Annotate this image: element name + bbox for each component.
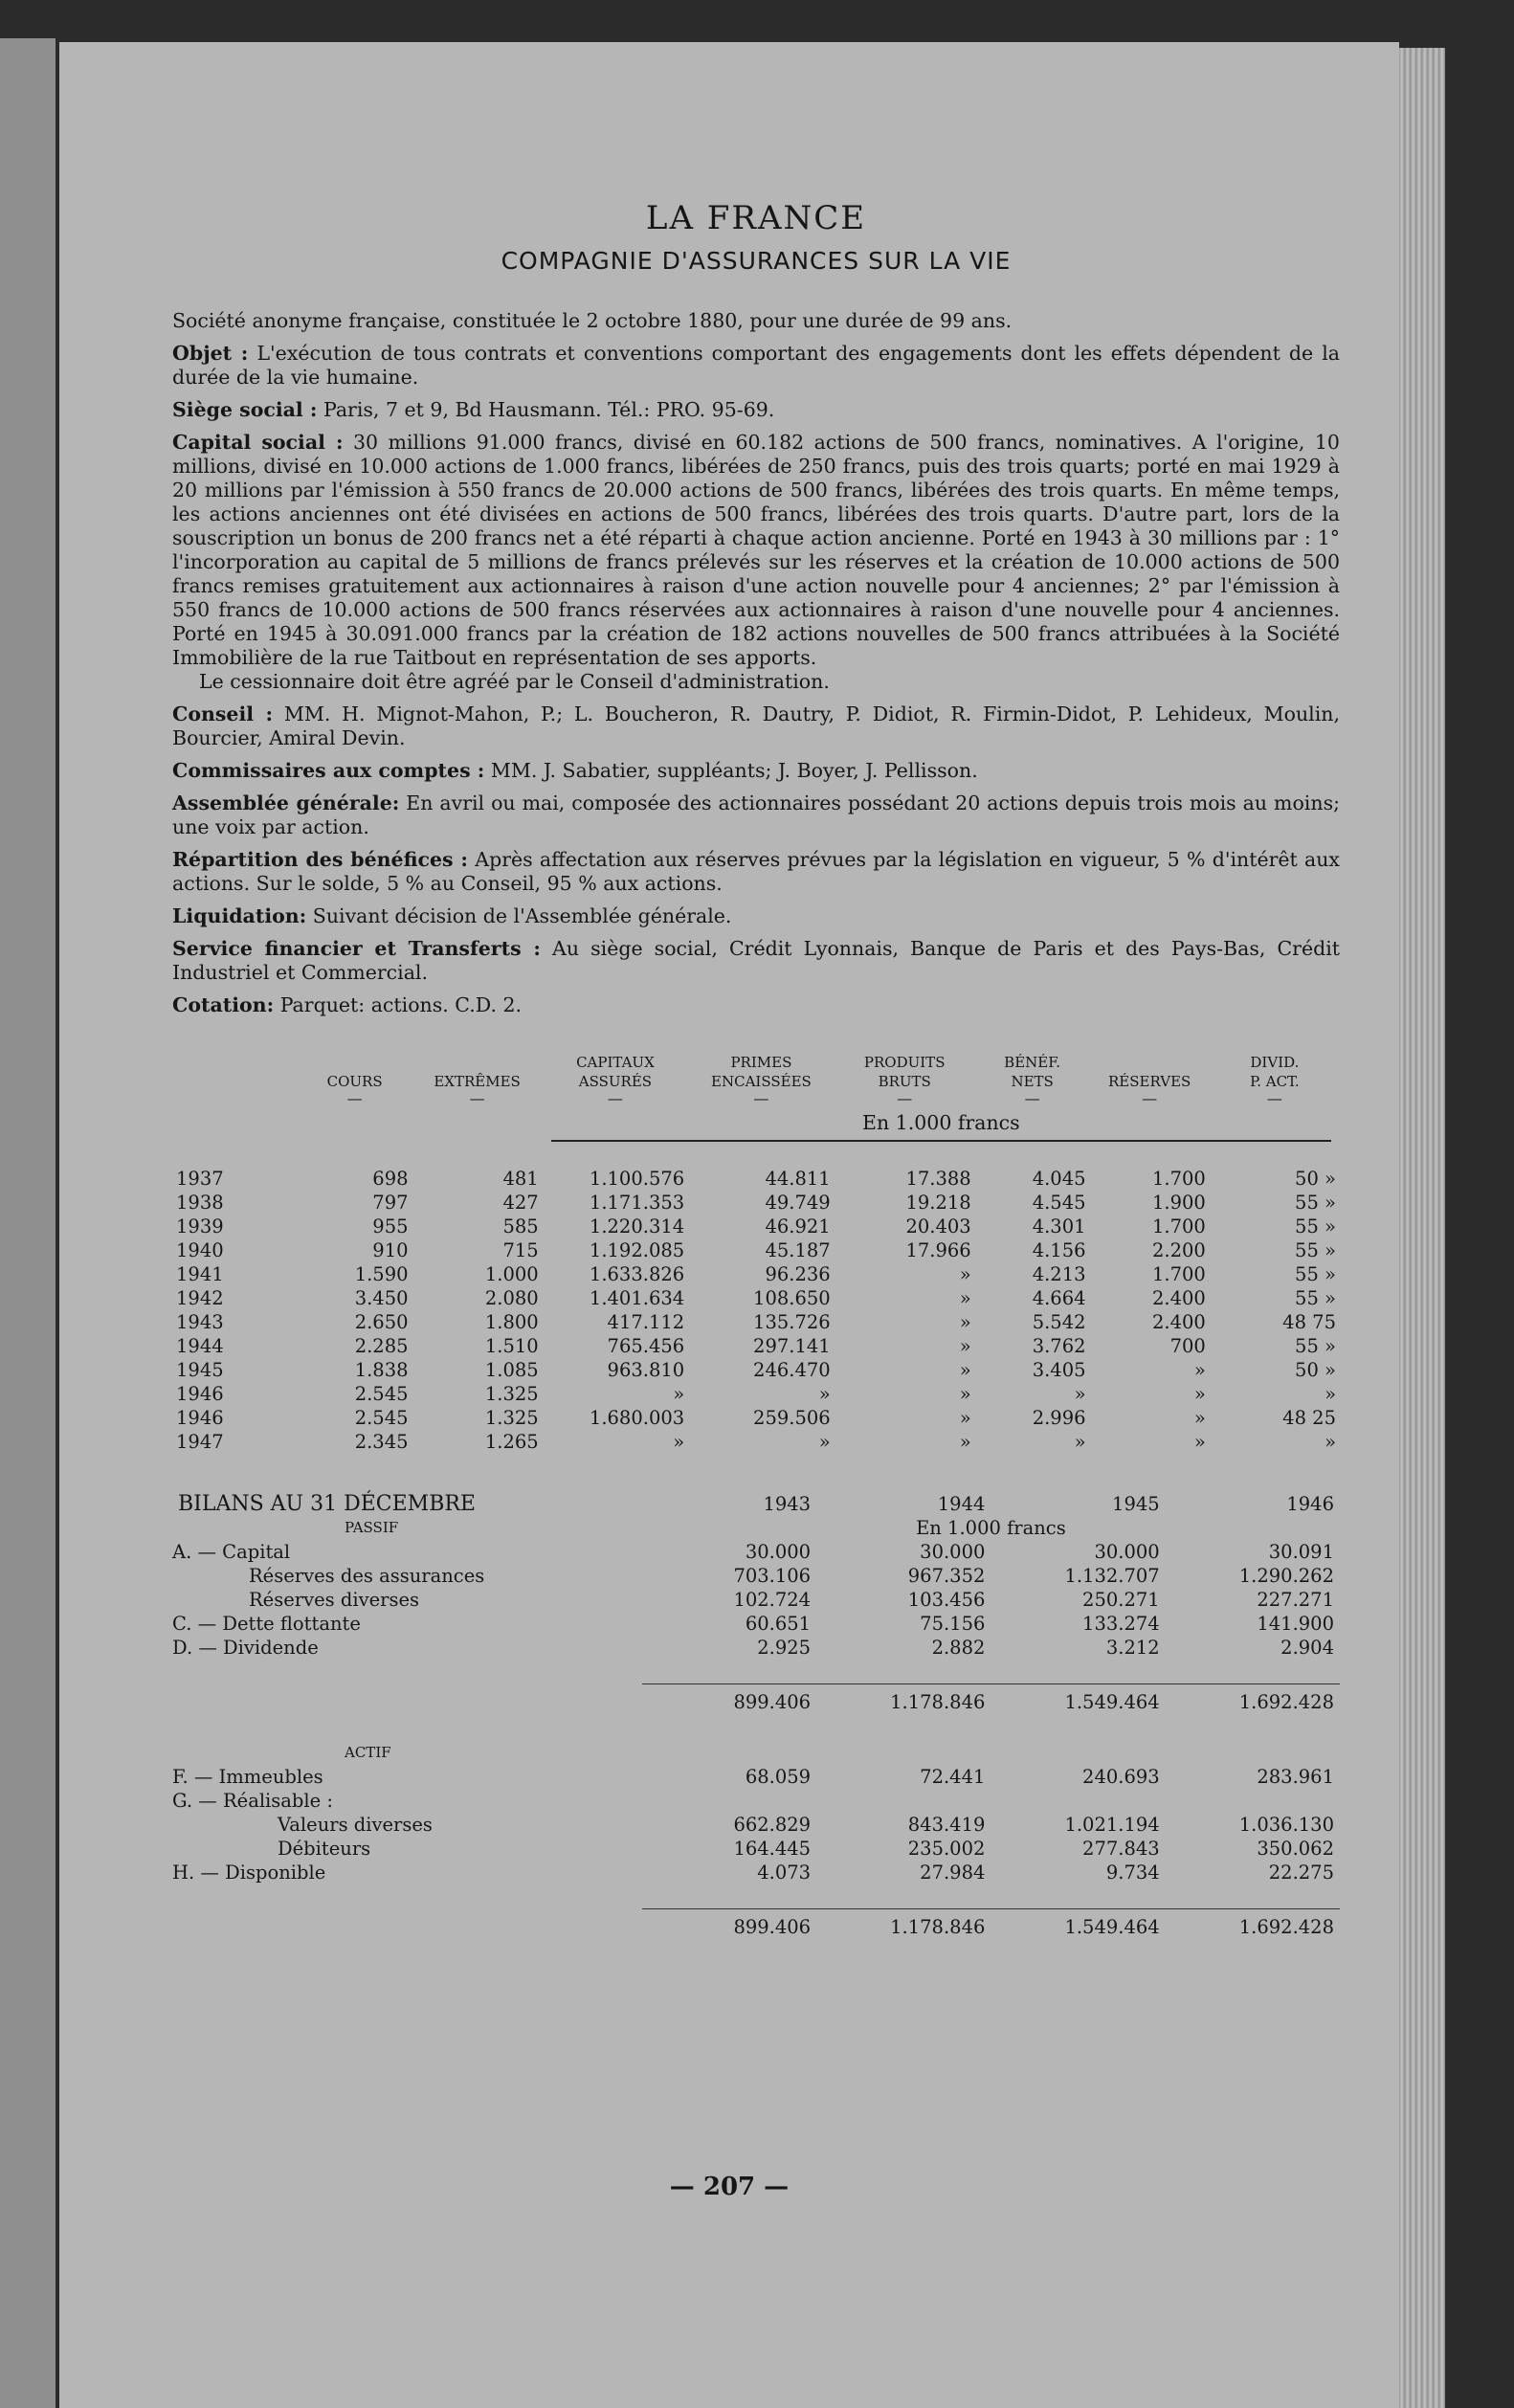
bilan-value: 1.132.707 [1064, 1565, 1160, 1587]
value-cell: » [959, 1287, 971, 1309]
value-cell: 259.506 [753, 1407, 831, 1429]
bilan-row [172, 1612, 1340, 1636]
col-primes: PRIMES ENCAISSÉES — [711, 1054, 812, 1107]
para-text: 30 millions 91.000 francs, divisé en 60.182 actions de 500 francs, nominatives. A l'origine, 10 millions, divisé en 10.000 actions de 1.000 francs, libérées de 250 francs, puis des trois quarts; porté en mai 1929 à 20 millions par l'émission à 550 francs de 20.000 actions de 500 francs, libérées des trois quarts. En même temps, les actions anciennes ont été divisées en actions de 500 francs, libérées des trois quarts. D'autre part, lors de la souscription un bonus de 200 francs net a été réparti à chaque action ancienne. Porté en 1943 à 30 millions par : 1° l'incorporation au capital de 5 millions de francs prélevés sur les réserves et la création de 10.000 actions de 500 francs remises gratuitement aux actionnaires à raison d'une action nouvelle pour 4 anciennes; 2° par l'émission à 550 francs de 10.000 actions de 500 francs réservées aux actionnaires à raison d'une nouvelle pour 4 anciennes. Porté en 1945 à 30.091.000 francs par la création de 182 actions nouvelles de 500 francs attribuées à la Société Immobilière de la rue Taitbout en représentation de ses apports. [172, 431, 1340, 669]
book-page [59, 42, 1399, 2408]
value-cell: 2.545 [354, 1407, 409, 1429]
value-cell: 2.345 [354, 1431, 409, 1453]
value-cell: 765.456 [607, 1335, 685, 1357]
value-cell: 3.762 [1032, 1335, 1086, 1357]
info-paragraph [172, 670, 1340, 694]
bilan-total-row [172, 1909, 1340, 1940]
bilan-value: 30.000 [1094, 1541, 1160, 1563]
value-cell: 1.700 [1151, 1168, 1206, 1190]
value-cell: 17.388 [905, 1168, 971, 1190]
bilan-row-label: Réserves diverses [249, 1589, 420, 1611]
value-cell: 2.650 [354, 1311, 409, 1333]
value-cell: 2.285 [354, 1335, 409, 1357]
value-cell: 4.301 [1032, 1215, 1086, 1237]
cours-row [172, 1262, 1340, 1286]
company-subtitle: COMPAGNIE D'ASSURANCES SUR LA VIE [501, 247, 1012, 275]
cours-row [172, 1334, 1340, 1358]
left-page-edge [0, 38, 56, 2408]
year-cell: 1943 [176, 1311, 224, 1333]
info-paragraph [172, 848, 1340, 896]
value-cell: 3.405 [1032, 1359, 1086, 1381]
value-cell: 55 » [1295, 1263, 1336, 1285]
bilan-value: 283.961 [1257, 1766, 1334, 1788]
value-cell: » [959, 1383, 971, 1405]
cours-row [172, 1215, 1340, 1238]
value-cell: 1.510 [484, 1335, 539, 1357]
value-cell: 4.545 [1032, 1192, 1086, 1214]
value-cell: » [959, 1263, 971, 1285]
cours-row [172, 1382, 1340, 1406]
bilan-value [816, 1789, 991, 1813]
value-cell: » [673, 1431, 685, 1453]
value-cell: 698 [372, 1168, 409, 1190]
bilan-unit: En 1.000 francs [916, 1517, 1066, 1539]
value-cell: » [1074, 1383, 1086, 1405]
year-cell: 1942 [176, 1287, 224, 1309]
value-cell: 955 [372, 1215, 409, 1237]
bilan-unit-row [172, 1516, 1340, 1540]
value-cell: » [1193, 1359, 1206, 1381]
info-paragraph [172, 702, 1340, 750]
value-cell: 4.045 [1032, 1168, 1086, 1190]
bilan-row [172, 1540, 1340, 1564]
info-paragraph [172, 342, 1340, 390]
value-cell: 45.187 [765, 1239, 831, 1261]
value-cell: 1.171.353 [589, 1192, 685, 1214]
value-cell: 55 » [1295, 1239, 1336, 1261]
info-paragraph [172, 937, 1340, 985]
value-cell: 1.000 [484, 1263, 539, 1285]
bilan-value: 133.274 [1082, 1613, 1160, 1635]
para-text: Paris, 7 et 9, Bd Hausmann. Tél.: PRO. 95-69. [323, 398, 775, 421]
value-cell: 4.213 [1032, 1263, 1086, 1285]
value-cell: 1.085 [484, 1359, 539, 1381]
bilan-value: 72.441 [920, 1766, 986, 1788]
bilan-row-label: Débiteurs [278, 1838, 371, 1860]
bilan-value: 102.724 [733, 1589, 812, 1611]
value-cell: 55 » [1295, 1215, 1336, 1237]
para-text: MM. H. Mignot-Mahon, P.; L. Boucheron, R. Dautry, P. Didiot, R. Firmin-Didot, P. Lehideux, Moulin, Bourcier, Amiral Devin. [172, 702, 1340, 749]
value-cell: 797 [372, 1192, 409, 1214]
value-cell: 44.811 [765, 1168, 831, 1190]
value-cell: 1.325 [484, 1383, 539, 1405]
bilan-value: 227.271 [1257, 1589, 1334, 1611]
value-cell: 1.325 [484, 1407, 539, 1429]
para-label: Liquidation: [172, 904, 307, 927]
bilan-value: 703.106 [733, 1565, 812, 1587]
bilan-value: 103.456 [907, 1589, 986, 1611]
bilan-total-row [172, 1684, 1340, 1715]
value-cell: 17.966 [905, 1239, 971, 1261]
value-cell: » [1193, 1383, 1206, 1405]
actif-label: ACTIF [345, 1744, 391, 1761]
value-cell: » [673, 1383, 685, 1405]
bilan-row-label: C. — Dette flottante [172, 1613, 361, 1635]
bilan-total: 1.692.428 [1166, 1684, 1340, 1715]
bilan-row [172, 1861, 1340, 1884]
value-cell: 1.900 [1151, 1192, 1206, 1214]
value-cell: 4.156 [1032, 1239, 1086, 1261]
bilan-row-label: Réserves des assurances [249, 1565, 485, 1587]
bilan-value: 277.843 [1082, 1838, 1160, 1860]
para-label: Siège social : [172, 398, 318, 421]
bilan-row-label: F. — Immeubles [172, 1766, 323, 1788]
value-cell: 1.680.003 [589, 1407, 685, 1429]
bilan-value: 967.352 [907, 1565, 986, 1587]
value-cell: 48 25 [1282, 1407, 1336, 1429]
value-cell: 1.800 [484, 1311, 539, 1333]
actif-label-row [172, 1741, 1340, 1765]
value-cell: 2.996 [1032, 1407, 1086, 1429]
col-dividende: DIVID. P. ACT. — [1250, 1054, 1300, 1107]
value-cell: 1.700 [1151, 1215, 1206, 1237]
value-cell: 715 [502, 1239, 539, 1261]
value-cell: 19.218 [905, 1192, 971, 1214]
year-cell: 1941 [176, 1263, 224, 1285]
cours-row [172, 1406, 1340, 1430]
bilan-value: 27.984 [920, 1862, 986, 1884]
para-label: Commissaires aux comptes : [172, 759, 485, 782]
value-cell: 427 [502, 1192, 539, 1214]
para-text: MM. J. Sabatier, suppléants; J. Boyer, J. Pellisson. [490, 759, 978, 782]
bilan-value: 141.900 [1257, 1613, 1334, 1635]
bilan-value: 75.156 [920, 1613, 986, 1635]
para-text: En avril ou mai, composée des actionnaires possédant 20 actions depuis trois mois au moins; une voix par action. [172, 792, 1340, 838]
info-paragraph [172, 431, 1340, 670]
value-cell: 2.400 [1151, 1287, 1206, 1309]
cours-table [172, 1052, 1340, 1454]
bilan-year: 1945 [1112, 1493, 1160, 1515]
info-paragraph [172, 993, 1340, 1017]
para-text: Au siège social, Crédit Lyonnais, Banque de Paris et des Pays-Bas, Crédit Industriel et Commercial. [172, 937, 1340, 984]
bilan-row [172, 1837, 1340, 1861]
para-label: Capital social : [172, 431, 344, 454]
value-cell: 55 » [1295, 1287, 1336, 1309]
value-cell: » [1325, 1431, 1336, 1453]
value-cell: 2.400 [1151, 1311, 1206, 1333]
bilan-row [172, 1588, 1340, 1612]
value-cell: » [959, 1335, 971, 1357]
bilan-total: 1.549.464 [991, 1684, 1165, 1715]
bilan-value: 9.734 [1105, 1862, 1160, 1884]
year-cell: 1937 [176, 1168, 224, 1190]
info-paragraph [172, 904, 1340, 928]
cours-row [172, 1238, 1340, 1262]
value-cell: 1.633.826 [589, 1263, 685, 1285]
bilan-table [172, 1492, 1340, 1939]
info-paragraph [172, 792, 1340, 839]
bilan-value: 164.445 [733, 1838, 812, 1860]
para-text: Après affectation aux réserves prévues par la législation en vigueur, 5 % d'intérêt aux actions. Sur le solde, 5 % au Conseil, 95 % aux actions. [172, 848, 1340, 895]
year-cell: 1947 [176, 1431, 224, 1453]
bilan-total: 1.178.846 [816, 1909, 991, 1940]
company-title: LA FRANCE [645, 199, 867, 237]
cours-row [172, 1167, 1340, 1191]
value-cell: 417.112 [607, 1311, 685, 1333]
bilan-row-label: G. — Réalisable : [172, 1790, 333, 1812]
value-cell: » [818, 1431, 831, 1453]
value-cell: 1.220.314 [589, 1215, 685, 1237]
value-cell: 55 » [1295, 1192, 1336, 1214]
value-cell: » [1193, 1407, 1206, 1429]
value-cell: 48 75 [1282, 1311, 1336, 1333]
value-cell: 4.664 [1032, 1287, 1086, 1309]
bilan-value: 2.904 [1280, 1637, 1334, 1659]
cours-row [172, 1430, 1340, 1454]
value-cell: 1.265 [484, 1431, 539, 1453]
value-cell: 700 [1169, 1335, 1206, 1357]
bilan-value [1166, 1789, 1340, 1813]
value-cell: » [959, 1431, 971, 1453]
year-cell: 1946 [176, 1407, 224, 1429]
bilan-header-row [172, 1492, 1340, 1516]
bilan-value: 2.925 [757, 1637, 812, 1659]
para-label: Cotation: [172, 993, 275, 1016]
bilan-value: 1.021.194 [1064, 1814, 1160, 1836]
value-cell: 1.838 [354, 1359, 409, 1381]
value-cell: 481 [502, 1168, 539, 1190]
para-text: Suivant décision de l'Assemblée générale. [312, 904, 732, 927]
cours-row [172, 1310, 1340, 1334]
year-cell: 1944 [176, 1335, 224, 1357]
unit-row [172, 1107, 1340, 1143]
value-cell: 910 [372, 1239, 409, 1261]
value-cell: » [1193, 1431, 1206, 1453]
bilan-year: 1944 [937, 1493, 986, 1515]
bilan-row [172, 1636, 1340, 1660]
bilan-value: 30.091 [1268, 1541, 1334, 1563]
year-cell: 1939 [176, 1215, 224, 1237]
bilan-row-label: A. — Capital [172, 1541, 291, 1563]
bilan-value [642, 1789, 816, 1813]
bilan-value: 22.275 [1268, 1862, 1334, 1884]
value-cell: » [1074, 1431, 1086, 1453]
bilan-value: 4.073 [757, 1862, 812, 1884]
col-produits: PRODUITS BRUTS — [863, 1054, 946, 1107]
cours-row [172, 1358, 1340, 1382]
value-cell: 963.810 [607, 1359, 685, 1381]
year-cell: 1940 [176, 1239, 224, 1261]
bilan-row [172, 1765, 1340, 1789]
col-benefices: BÉNÉF. NETS — [1004, 1054, 1061, 1107]
info-paragraph [172, 309, 1340, 333]
value-cell: 1.401.634 [589, 1287, 685, 1309]
para-label: Assemblée générale: [172, 792, 400, 814]
col-reserves: RÉSERVES — [1108, 1073, 1191, 1107]
bilan-value: 30.000 [920, 1541, 986, 1563]
value-cell: 108.650 [753, 1287, 831, 1309]
para-text: Le cessionnaire doit être agréé par le Conseil d'administration. [199, 670, 830, 693]
year-cell: 1946 [176, 1383, 224, 1405]
bilan-title: BILANS AU 31 DÉCEMBRE [178, 1492, 476, 1516]
bilan-value: 1.036.130 [1238, 1814, 1334, 1836]
value-cell: 49.749 [765, 1192, 831, 1214]
para-label: Répartition des bénéfices : [172, 848, 469, 871]
passif-label: PASSIF [345, 1519, 399, 1536]
value-cell: 55 » [1295, 1335, 1336, 1357]
value-cell: 135.726 [753, 1311, 831, 1333]
value-cell: » [1325, 1383, 1336, 1405]
value-cell: 1.192.085 [589, 1239, 685, 1261]
bilan-value: 350.062 [1257, 1838, 1334, 1860]
bilan-value: 662.829 [733, 1814, 812, 1836]
page-content [172, 157, 1340, 1939]
cours-body [172, 1143, 1340, 1454]
bilan-value: 250.271 [1082, 1589, 1160, 1611]
value-cell: 50 » [1295, 1168, 1336, 1190]
col-extremes: EXTRÊMES — [434, 1073, 521, 1107]
para-text: Société anonyme française, constituée le 2 octobre 1880, pour une durée de 99 ans. [172, 309, 1013, 332]
value-cell: 246.470 [753, 1359, 831, 1381]
value-cell: 2.200 [1151, 1239, 1206, 1261]
company-info [172, 309, 1340, 1017]
value-cell: 50 » [1295, 1359, 1336, 1381]
bilan-row-label: Valeurs diverses [278, 1814, 433, 1836]
bilan-row-label: H. — Disponible [172, 1862, 326, 1884]
para-label: Service financier et Transferts : [172, 937, 541, 960]
page-number: — 207 — [669, 2173, 790, 2201]
bilan-total: 1.692.428 [1166, 1909, 1340, 1940]
year-cell: 1938 [176, 1192, 224, 1214]
bilan-value: 2.882 [931, 1637, 986, 1659]
bilan-row-label: D. — Dividende [172, 1637, 319, 1659]
value-cell: 20.403 [905, 1215, 971, 1237]
bilan-value: 1.290.262 [1238, 1565, 1334, 1587]
bilan-total: 899.406 [642, 1684, 816, 1715]
bilan-value: 240.693 [1082, 1766, 1160, 1788]
info-paragraph [172, 398, 1340, 422]
bilan-value: 68.059 [745, 1766, 812, 1788]
page-stack-edge [1399, 48, 1445, 2408]
value-cell: » [959, 1407, 971, 1429]
value-cell: 2.080 [484, 1287, 539, 1309]
bilan-year: 1943 [763, 1493, 812, 1515]
para-text: Parquet: actions. C.D. 2. [279, 993, 523, 1016]
value-cell: 1.100.576 [589, 1168, 685, 1190]
year-cell: 1945 [176, 1359, 224, 1381]
bilan-value: 235.002 [907, 1838, 986, 1860]
bilan-row [172, 1564, 1340, 1588]
value-cell: » [818, 1383, 831, 1405]
value-cell: 2.545 [354, 1383, 409, 1405]
bilan-year: 1946 [1286, 1493, 1334, 1515]
para-text: L'exécution de tous contrats et conventions comportant des engagements dont les effets dépendent de la durée de la vie humaine. [172, 342, 1340, 389]
para-label: Objet : [172, 342, 249, 365]
col-capitaux: CAPITAUX ASSURÉS — [576, 1054, 655, 1107]
info-paragraph [172, 759, 1340, 783]
bilan-total: 1.549.464 [991, 1909, 1165, 1940]
bilan-body [172, 1492, 1340, 1939]
para-label: Conseil : [172, 702, 274, 725]
bilan-value: 3.212 [1105, 1637, 1160, 1659]
value-cell: 5.542 [1032, 1311, 1086, 1333]
bilan-value [991, 1789, 1165, 1813]
value-cell: » [959, 1311, 971, 1333]
bilan-row [172, 1789, 1340, 1813]
value-cell: 1.590 [354, 1263, 409, 1285]
col-cours: COURS — [326, 1073, 383, 1107]
bilan-total: 1.178.846 [816, 1684, 991, 1715]
cours-row [172, 1286, 1340, 1310]
value-cell: 46.921 [765, 1215, 831, 1237]
value-cell: 1.700 [1151, 1263, 1206, 1285]
value-cell: 3.450 [354, 1287, 409, 1309]
value-cell: 96.236 [765, 1263, 831, 1285]
bilan-total: 899.406 [642, 1909, 816, 1940]
bilan-row [172, 1813, 1340, 1837]
value-cell: » [959, 1359, 971, 1381]
unit-label: En 1.000 francs [861, 1111, 1020, 1134]
bilan-value: 30.000 [745, 1541, 812, 1563]
bilan-value: 60.651 [745, 1613, 812, 1635]
value-cell: 585 [502, 1215, 539, 1237]
bilan-value: 843.419 [907, 1814, 986, 1836]
cours-header-row [172, 1052, 1340, 1107]
value-cell: 297.141 [753, 1335, 831, 1357]
cours-row [172, 1191, 1340, 1215]
